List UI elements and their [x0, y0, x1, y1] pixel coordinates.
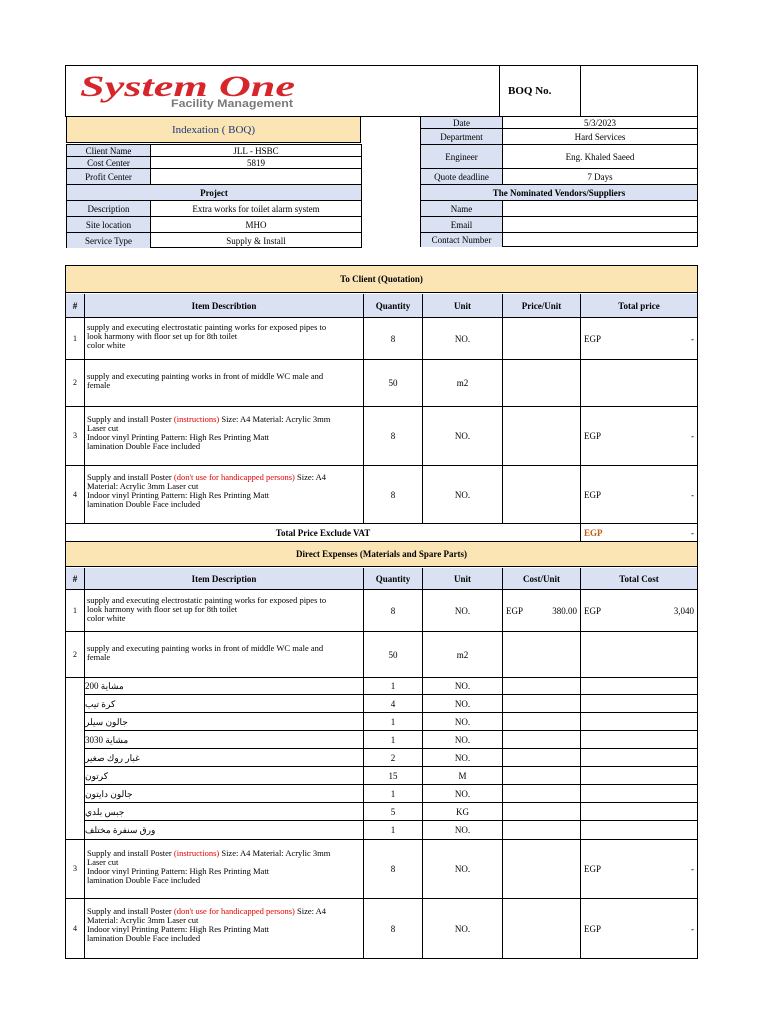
q-row3-total-currency: EGP [584, 431, 602, 441]
d-row1-quantity[interactable]: 8 [390, 605, 396, 616]
engineer-label: Engineer [421, 145, 502, 168]
sub-item-5-unit: NO. [454, 752, 471, 763]
boq-no-label: BOQ No. [508, 85, 552, 97]
engineer-value[interactable]: Eng. Khaled Saeed [565, 151, 635, 162]
total-price-currency: EGP [584, 527, 603, 538]
d-row1-cost-currency: EGP [506, 605, 524, 616]
sub-item-8-description: جبس بلدي [85, 806, 125, 817]
description-label: Description [67, 201, 150, 216]
q-row3-quantity[interactable]: 8 [390, 431, 396, 441]
q-row1-num: 1 [73, 333, 77, 343]
d-row1-unit: NO. [454, 605, 471, 616]
d-row1-total-currency: EGP [584, 605, 602, 616]
vendor-contact-label: Contact Number [421, 233, 502, 247]
sub-item-4-quantity[interactable]: 1 [390, 734, 396, 745]
q-row1-unit: NO. [454, 333, 471, 344]
sub-item-3-unit: NO. [454, 716, 471, 727]
q-row4-num: 4 [73, 489, 77, 499]
sub-item-1-unit: NO. [454, 681, 471, 691]
d-col-num: # [72, 573, 78, 584]
sub-item-2-quantity[interactable]: 4 [390, 698, 396, 709]
vendor-name-label: Name [421, 201, 502, 216]
q-row4-total-currency: EGP [584, 489, 602, 500]
q-row1-total-currency: EGP [584, 333, 602, 344]
sub-item-1-description: مشاية 200 [85, 681, 124, 691]
service-type-value[interactable]: Supply & Install [226, 235, 286, 246]
boq-no-value[interactable] [581, 66, 697, 116]
d-row4-description: Supply and install Poster (don't use for handicapped persons) Size: A4 Material: Acrylic 3mm Laser cut Indoor vinyl Printing Pattern: High Res Printing Matt lamination Double Face included [87, 907, 327, 943]
q-row2-unit: m2 [456, 378, 469, 388]
q-col-num: # [72, 300, 78, 311]
q-row2-num: 2 [73, 378, 77, 387]
sub-item-9-description: ورق سنفرة مختلف [85, 825, 156, 835]
sub-item-6-quantity[interactable]: 15 [388, 770, 398, 781]
page-title: Indexation ( BOQ) [66, 117, 361, 143]
sub-item-7-unit: NO. [454, 788, 471, 799]
sub-item-9-quantity[interactable]: 1 [390, 825, 396, 835]
sub-item-4-unit: NO. [454, 734, 471, 745]
cost-center-label: Cost Center [67, 157, 150, 168]
sub-item-6-description: كرتون [85, 770, 109, 781]
d-row1-description: supply and executing electrostatic painting works for exposed pipes to look harmony with floor set up for 8th toilet color white [87, 596, 327, 623]
d-row2-num: 2 [73, 649, 77, 659]
d-row1-total: 3,040 [673, 605, 694, 616]
q-col-quantity: Quantity [375, 300, 411, 311]
sub-item-2-unit: NO. [454, 698, 471, 709]
profit-center-label: Profit Center [67, 169, 150, 184]
svg-text:System One: System One [80, 70, 295, 103]
sub-item-7-description: جالون دايتون [85, 788, 133, 799]
d-col-description: Item Description [191, 573, 257, 584]
d-row3-total-currency: EGP [584, 864, 602, 874]
d-row4-quantity[interactable]: 8 [390, 923, 396, 934]
d-row4-total: - [691, 923, 694, 934]
date-label: Date [421, 117, 502, 128]
quotation-section-title: To Client (Quotation) [66, 266, 697, 293]
sub-item-8-unit: KG [456, 806, 469, 817]
d-row2-quantity[interactable]: 50 [388, 649, 398, 660]
d-row1-cost[interactable]: 380.00 [552, 605, 577, 616]
q-row3-unit: NO. [454, 431, 471, 441]
q-row2-description: supply and executing painting works in front of middle WC male and female [87, 372, 324, 390]
d-row2-description: supply and executing painting works in front of middle WC male and female [87, 644, 324, 662]
q-row4-description: Supply and install Poster (don't use for handicapped persons) Size: A4 Material: Acrylic 3mm Laser cut Indoor vinyl Printing Pattern: High Res Printing Matt lamination Double Face included [87, 473, 327, 509]
client-name-label: Client Name [67, 145, 150, 156]
service-type-label: Service Type [67, 233, 150, 248]
d-col-cost-unit: Cost/Unit [522, 573, 560, 584]
q-row3-num: 3 [73, 431, 77, 440]
project-header: Project [67, 185, 361, 200]
quote-deadline-value[interactable]: 7 Days [587, 171, 613, 182]
d-col-total-cost: Total Cost [619, 573, 659, 584]
cost-center-value[interactable]: 5819 [247, 157, 265, 168]
d-row3-description: Supply and install Poster (instructions) Size: A4 Material: Acrylic 3mm Laser cut Indoor vinyl Printing Pattern: High Res Printing Matt lamination Double Face included [87, 849, 331, 885]
vendor-email-value[interactable] [503, 217, 697, 232]
sub-item-9-unit: NO. [454, 825, 471, 835]
q-row1-total: - [691, 333, 694, 344]
sub-item-5-quantity[interactable]: 2 [390, 752, 396, 763]
total-price-label: Total Price Exclude VAT [275, 527, 371, 538]
d-row3-total: - [691, 864, 694, 874]
total-price-value: - [691, 527, 694, 538]
q-row2-quantity[interactable]: 50 [388, 378, 398, 388]
sub-item-1-quantity[interactable]: 1 [390, 681, 396, 691]
d-row4-num: 4 [73, 923, 77, 933]
q-row3-total: - [691, 431, 694, 441]
d-row3-unit: NO. [454, 864, 471, 874]
quote-deadline-label: Quote deadline [421, 169, 502, 184]
sub-item-4-description: مشاية 3030 [85, 734, 129, 745]
sub-item-6-unit: M [458, 770, 467, 781]
q-col-price-unit: Price/Unit [521, 300, 562, 311]
sub-item-3-description: جالون سيلر [85, 716, 128, 727]
site-location-value[interactable]: MHO [245, 219, 267, 230]
sub-item-8-quantity[interactable]: 5 [390, 806, 396, 817]
company-logo [78, 70, 308, 110]
q-row4-quantity[interactable]: 8 [390, 489, 396, 500]
q-col-unit: Unit [453, 300, 471, 311]
vendor-contact-value[interactable] [503, 233, 697, 247]
logo-graphic [78, 70, 308, 110]
sub-item-2-description: كرة تيب [85, 698, 116, 709]
d-row4-unit: NO. [454, 923, 471, 934]
department-label: Department [421, 129, 502, 144]
sub-item-5-description: غبار روك صغير [85, 752, 140, 763]
d-row4-total-currency: EGP [584, 923, 602, 934]
site-location-label: Site location [67, 217, 150, 232]
d-row3-num: 3 [73, 864, 77, 873]
sub-item-7-quantity[interactable]: 1 [390, 788, 396, 799]
d-row2-unit: m2 [456, 649, 469, 660]
d-col-quantity: Quantity [375, 573, 411, 584]
d-col-unit: Unit [453, 573, 471, 584]
description-value[interactable]: Extra works for toilet alarm system [192, 203, 320, 214]
svg-text:Facility Management: Facility Management [171, 98, 294, 110]
vendor-email-label: Email [421, 217, 502, 232]
vendors-header: The Nominated Vendors/Suppliers [421, 185, 697, 200]
sub-item-3-quantity[interactable]: 1 [390, 716, 396, 727]
d-row1-num: 1 [73, 605, 77, 615]
d-row3-quantity[interactable]: 8 [390, 864, 396, 874]
direct-expenses-title: Direct Expenses (Materials and Spare Parts) [66, 542, 697, 567]
q-row1-price[interactable] [503, 318, 580, 359]
q-row3-description: Supply and install Poster (instructions) Size: A4 Material: Acrylic 3mm Laser cut Indoor vinyl Printing Pattern: High Res Printing Matt lamination Double Face included [87, 415, 331, 451]
q-row1-quantity[interactable]: 8 [390, 333, 396, 344]
profit-center-value[interactable] [151, 169, 361, 184]
q-row4-unit: NO. [454, 489, 471, 500]
department-value[interactable]: Hard Services [574, 131, 626, 142]
client-name-value[interactable]: JLL - HSBC [233, 145, 279, 156]
q-row4-total: - [691, 489, 694, 500]
q-col-description: Item Describtion [191, 300, 257, 311]
q-col-total-price: Total price [618, 300, 660, 311]
vendor-name-value[interactable] [503, 201, 697, 216]
date-value[interactable]: 5/3/2023 [583, 117, 616, 128]
q-row1-description: supply and executing electrostatic painting works for exposed pipes to look harmony with floor set up for 8th toilet color white [87, 323, 327, 350]
